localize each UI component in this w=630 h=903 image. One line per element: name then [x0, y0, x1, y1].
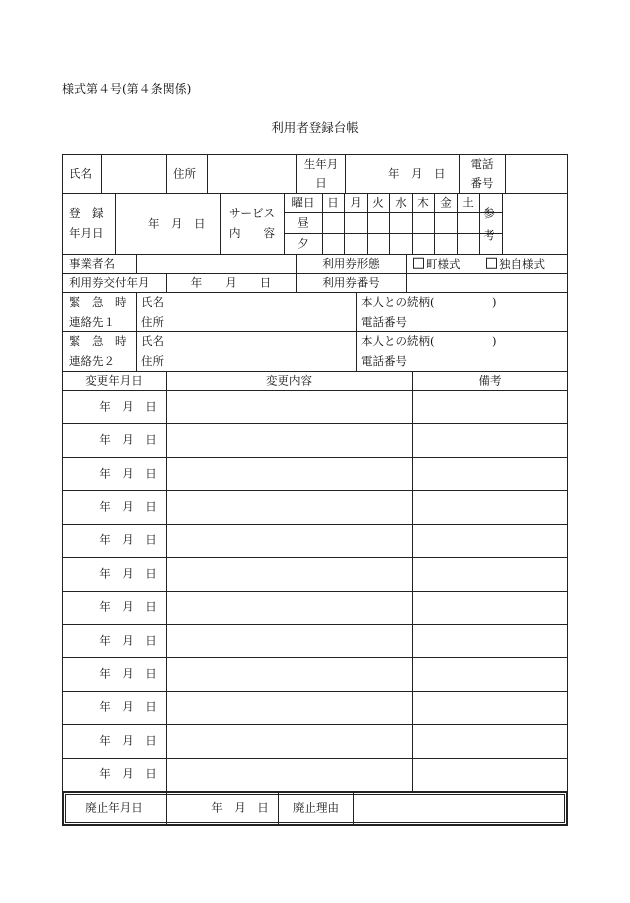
notes-label-2: 考 [483, 228, 495, 242]
change-row-content[interactable] [167, 625, 411, 656]
emergency-2-name-label: 氏名 [141, 334, 164, 348]
reg-date-field[interactable]: 年 月 日 [148, 216, 206, 231]
checkbox-own[interactable] [486, 258, 497, 269]
emergency-1-label-1: 緊 急 時 [69, 295, 127, 309]
notes-label-1: 参 [483, 206, 495, 220]
change-row-date[interactable]: 年 月 日 [99, 532, 157, 547]
page-title: 利用者登録台帳 [271, 120, 359, 135]
change-row-remarks[interactable] [413, 525, 566, 556]
change-row-content[interactable] [167, 592, 411, 623]
change-row-date[interactable]: 年 月 日 [99, 766, 157, 781]
service-label-1: サービス [229, 206, 275, 220]
emergency-1-phone-label: 電話番号 [361, 315, 407, 329]
phone-field[interactable] [506, 155, 566, 192]
change-row-content[interactable] [167, 658, 411, 689]
abolish-date-label: 廃止年月日 [85, 800, 143, 815]
emergency-1-relation-label: 本人との続柄( ) [361, 295, 497, 309]
change-row-date[interactable]: 年 月 日 [99, 499, 157, 514]
change-row-date[interactable]: 年 月 日 [99, 633, 157, 648]
col-change-content: 変更内容 [266, 373, 312, 388]
change-row-remarks[interactable] [413, 592, 566, 623]
name-label: 氏名 [69, 166, 92, 181]
phone-label-1: 電話 [470, 157, 494, 171]
option-own[interactable] [486, 258, 545, 271]
meal-lunch-label: 昼 [297, 215, 309, 230]
ticket-number-label: 利用券番号 [322, 275, 380, 290]
row-divider [62, 791, 568, 792]
abolish-reason-label: 廃止理由 [293, 800, 339, 815]
weekday-wed: 水 [395, 195, 407, 210]
provider-field[interactable] [137, 255, 295, 272]
option-town-label: 町様式 [426, 256, 461, 271]
emergency-2-label-1: 緊 急 時 [69, 334, 127, 348]
weekday-tue: 火 [372, 195, 384, 210]
change-row-date[interactable]: 年 月 日 [99, 733, 157, 748]
emergency-1-label-2: 連絡先１ [69, 315, 115, 329]
reg-date-label-2: 年月日 [69, 226, 104, 240]
address-label: 住所 [173, 166, 196, 181]
weekday-sun: 日 [327, 195, 339, 210]
option-town[interactable] [413, 258, 461, 271]
phone-label-2: 番号 [470, 176, 494, 190]
change-row-date[interactable]: 年 月 日 [99, 399, 157, 414]
reg-date-label-1: 登 録 [69, 206, 104, 220]
weekday-thu: 木 [417, 195, 429, 210]
change-row-remarks[interactable] [413, 725, 566, 756]
change-row-content[interactable] [167, 558, 411, 589]
change-row-content[interactable] [167, 491, 411, 522]
change-row-content[interactable] [167, 692, 411, 723]
issue-date-field[interactable]: 年 月 日 [190, 275, 272, 290]
emergency-2-phone-label: 電話番号 [361, 354, 407, 368]
address-field[interactable] [208, 155, 295, 192]
emergency-1-address-label: 住所 [141, 315, 164, 329]
birth-label-1: 生年月 [303, 157, 339, 171]
change-row-date[interactable]: 年 月 日 [99, 432, 157, 447]
change-row-content[interactable] [167, 424, 411, 455]
change-row-content[interactable] [167, 458, 411, 489]
change-row-remarks[interactable] [413, 759, 566, 790]
change-row-content[interactable] [167, 525, 411, 556]
change-row-remarks[interactable] [413, 458, 566, 489]
col-change-date: 変更年月日 [85, 373, 143, 388]
weekday-mon: 月 [350, 195, 362, 210]
change-row-content[interactable] [167, 759, 411, 790]
weekday-fri: 金 [440, 195, 452, 210]
ticket-type-label: 利用券形態 [322, 256, 380, 271]
change-row-remarks[interactable] [413, 658, 566, 689]
change-row-remarks[interactable] [413, 625, 566, 656]
change-row-remarks[interactable] [413, 491, 566, 522]
change-row-date[interactable]: 年 月 日 [99, 599, 157, 614]
emergency-1-name-label: 氏名 [141, 295, 164, 309]
issue-date-label: 利用券交付年月 [69, 275, 150, 290]
weekday-sat: 土 [462, 195, 474, 210]
emergency-2-address-label: 住所 [141, 354, 164, 368]
weekday-header: 曜日 [291, 195, 315, 210]
birth-label-2: 日 [315, 176, 327, 190]
service-label-2: 内 容 [229, 226, 275, 240]
abolish-date-field[interactable]: 年 月 日 [211, 800, 269, 815]
change-row-remarks[interactable] [413, 391, 566, 422]
change-row-date[interactable]: 年 月 日 [99, 566, 157, 581]
ticket-number-field[interactable] [407, 274, 566, 291]
change-row-date[interactable]: 年 月 日 [99, 666, 157, 681]
option-own-label: 独自様式 [499, 256, 545, 271]
change-row-content[interactable] [167, 391, 411, 422]
change-row-remarks[interactable] [413, 692, 566, 723]
birth-date-field[interactable]: 年 月 日 [388, 166, 446, 181]
change-row-date[interactable]: 年 月 日 [99, 699, 157, 714]
col-remarks: 備考 [478, 373, 502, 388]
abolish-reason-field[interactable] [355, 795, 562, 821]
name-field[interactable] [102, 155, 165, 192]
change-row-content[interactable] [167, 725, 411, 756]
provider-label: 事業者名 [69, 256, 115, 271]
emergency-2-relation-label: 本人との続柄( ) [361, 334, 497, 348]
change-row-remarks[interactable] [413, 424, 566, 455]
meal-dinner-label: 夕 [297, 236, 309, 251]
change-row-remarks[interactable] [413, 558, 566, 589]
emergency-2-label-2: 連絡先２ [69, 354, 115, 368]
change-row-date[interactable]: 年 月 日 [99, 466, 157, 481]
checkbox-town[interactable] [413, 258, 424, 269]
form-number: 様式第４号(第４条関係) [62, 82, 192, 96]
